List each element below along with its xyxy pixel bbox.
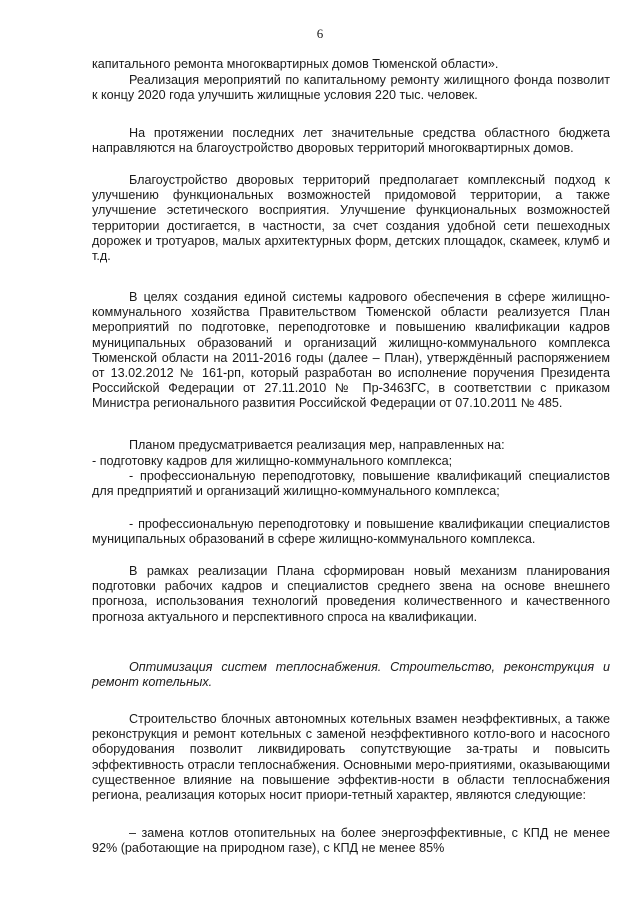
paragraph-yard-improvement: Благоустройство дворовых территорий предполагает комплексный подход к улучшению функциональных возможностей придомовой территории, а также улучшение эстетического восприятия. Улучшение функциональных возможностей территории достигается, в частности, за счет создания удобной сети пешеходных дорожек и тротуаров, малых архитектурных форм, детских площадок, скамеек, клумб и т.д.	[92, 173, 610, 264]
page-number: 6	[316, 26, 324, 41]
paragraph-staffing-plan: В целях создания единой системы кадрового обеспечения в сфере жилищно-коммунального хозяйства Правительством Тюменской области реализуется План мероприятий по подготовке, переподготовке и повышению квалификации кадров муниципальных образований и организаций жилищно-коммунального комплекса Тюменской области на 2011-2016 годы (далее – План), утверждённый распоряжением от 13.02.2012 № 161-рп, который разработан во исполнение поручения Президента Российской Федерации от 27.11.2010 № Пр-3463ГС, в соответствии с приказом Министра регионального развития Российской Федерации от 07.10.2011 № 485.	[92, 290, 610, 411]
paragraph-planning-mechanism: В рамках реализации Плана сформирован новый механизм планирования подготовки рабочих кадров и специалистов среднего звена на основе внешнего прогноза, использования технологий проведения количественного и качественного прогноза актуального и перспективного спроса на квалификации.	[92, 564, 610, 624]
list-item-retraining-enterprises: - профессиональную переподготовку, повышение квалификаций специалистов для предприятий и организаций жилищно-коммунального комплекса;	[92, 469, 610, 499]
paragraph-boiler-construction: Строительство блочных автономных котельных взамен неэффективных, а также реконструкция и ремонт котельных с заменой неэффективного котло-вого и насосного оборудования позволит ликвидировать сопутствующие за-траты и повысить эффективность отрасли теплоснабжения. Основными меро-приятиями, оказывающими существенное влияние на повышение эффектив-ности в области теплоснабжения региона, реализация которых носит приори-тетный характер, являются следующие:	[92, 712, 610, 803]
list-item-training: - подготовку кадров для жилищно-коммунального комплекса;	[92, 454, 453, 468]
section-heading-heat-supply: Оптимизация систем теплоснабжения. Строительство, реконструкция и ремонт котельных.	[92, 660, 610, 690]
paragraph-plan-measures: Планом предусматривается реализация мер, направленных на:	[129, 438, 505, 452]
list-item-boiler-replacement: – замена котлов отопительных на более энергоэффективные, с КПД не менее 92% (работающие на природном газе), с КПД не менее 85%	[92, 826, 610, 856]
list-item-retraining-municipal: - профессиональную переподготовку и повышение квалификации специалистов муниципальных образований в сфере жилищно-коммунального комплекса.	[92, 517, 610, 547]
paragraph-regional-budget: На протяжении последних лет значительные средства областного бюджета направляются на благоустройство дворовых территорий многоквартирных домов.	[92, 126, 610, 156]
paragraph-continuation: капитального ремонта многоквартирных домов Тюменской области».	[92, 57, 499, 71]
paragraph-housing-repair: Реализация мероприятий по капитальному ремонту жилищного фонда позволит к концу 2020 года улучшить жилищные условия 220 тыс. человек.	[92, 73, 610, 103]
